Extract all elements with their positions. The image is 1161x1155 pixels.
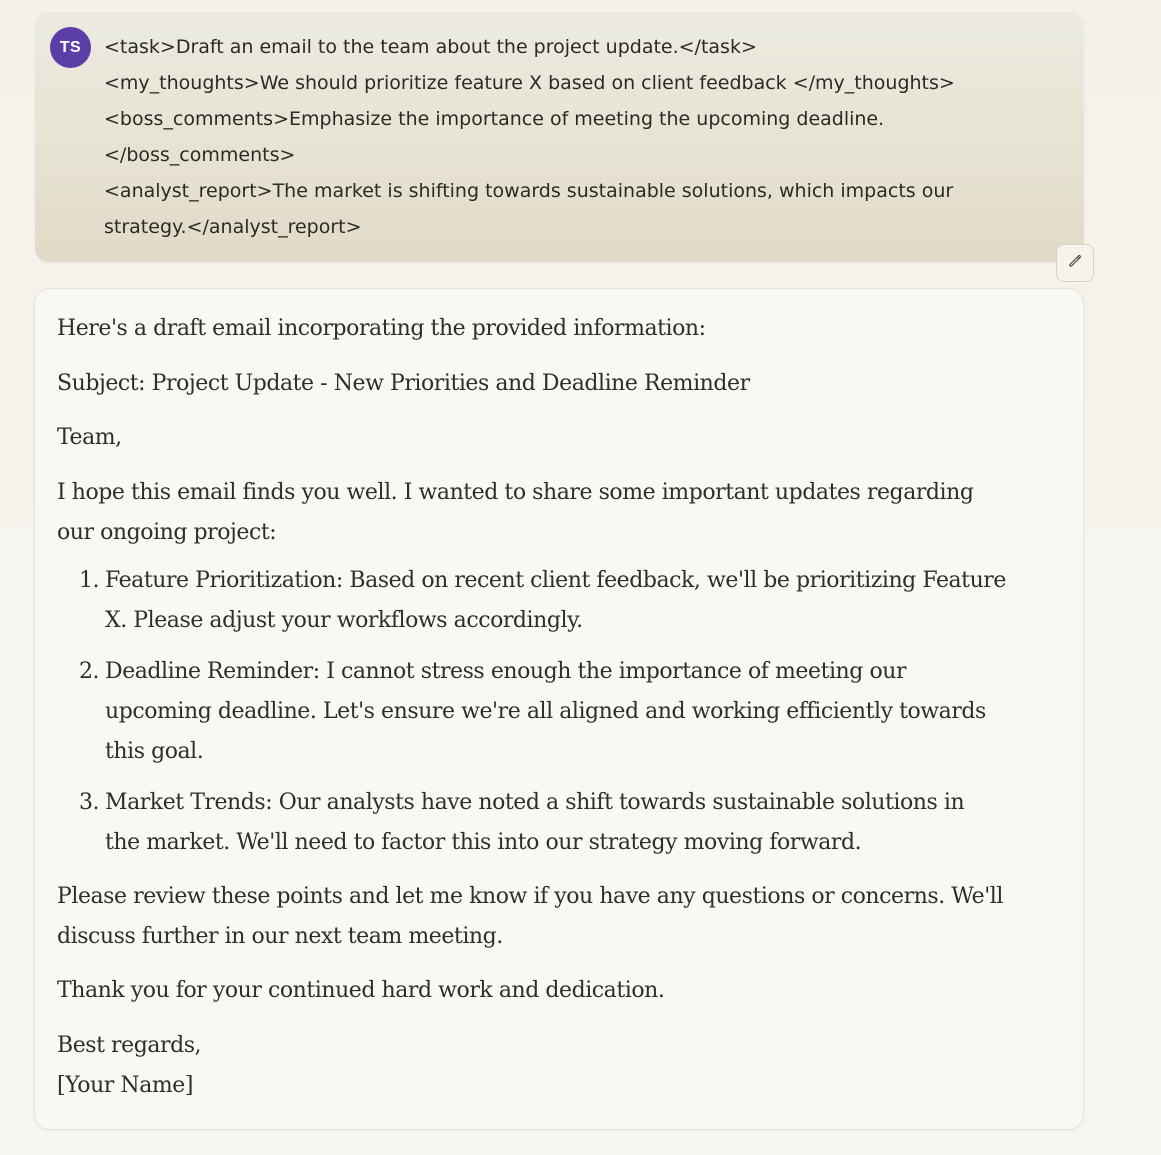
assistant-message bbox=[34, 288, 1084, 1130]
intro-text: Here's a draft email incorporating the provided information: bbox=[57, 316, 706, 341]
paragraph-line: I hope this email finds you well. I wanted to share some important updates regarding bbox=[57, 480, 974, 505]
user-message bbox=[35, 12, 1084, 262]
list-number: 2. bbox=[79, 659, 100, 684]
list-line: Deadline Reminder: I cannot stress enough the importance of meeting our bbox=[105, 659, 907, 684]
paragraph-line: our ongoing project: bbox=[57, 520, 277, 545]
list-number: 3. bbox=[79, 790, 100, 815]
list-item-body bbox=[105, 652, 986, 772]
user-message-text bbox=[104, 29, 1064, 245]
signoff-line: Best regards, bbox=[57, 1033, 202, 1058]
user-avatar: TS bbox=[50, 27, 91, 68]
pencil-icon bbox=[1067, 253, 1083, 274]
email-opening bbox=[57, 473, 974, 553]
list-line: this goal. bbox=[105, 739, 204, 764]
list-line: X. Please adjust your workflows accordingly. bbox=[105, 608, 583, 633]
edit-message-button[interactable] bbox=[1056, 244, 1094, 282]
list-line: Feature Prioritization: Based on recent client feedback, we'll be prioritizing Feature bbox=[105, 568, 1006, 593]
user-message-line: strategy.</analyst_report> bbox=[104, 216, 362, 238]
user-message-line: <my_thoughts>We should prioritize feature X based on client feedback </my_thoughts> bbox=[104, 72, 955, 94]
email-subject: Subject: Project Update - New Priorities and Deadline Reminder bbox=[57, 371, 750, 396]
email-review bbox=[57, 877, 1003, 957]
list-number: 1. bbox=[79, 568, 100, 593]
signoff-line: [Your Name] bbox=[57, 1073, 193, 1098]
user-message-line: <boss_comments>Emphasize the importance of meeting the upcoming deadline. bbox=[104, 108, 885, 130]
email-thanks: Thank you for your continued hard work and dedication. bbox=[57, 978, 665, 1003]
user-message-line: </boss_comments> bbox=[104, 144, 296, 166]
user-message-line: <analyst_report>The market is shifting towards sustainable solutions, which impacts our bbox=[104, 180, 954, 202]
list-line: the market. We'll need to factor this into our strategy moving forward. bbox=[105, 830, 862, 855]
list-line: Market Trends: Our analysts have noted a shift towards sustainable solutions in bbox=[105, 790, 965, 815]
list-item-body bbox=[105, 783, 964, 863]
paragraph-line: discuss further in our next team meeting. bbox=[57, 924, 503, 949]
list-line: upcoming deadline. Let's ensure we're all aligned and working efficiently towards bbox=[105, 699, 986, 724]
paragraph-line: Please review these points and let me know if you have any questions or concerns. We'll bbox=[57, 884, 1003, 909]
email-signoff bbox=[57, 1026, 201, 1106]
list-item-body bbox=[105, 561, 1006, 641]
email-greeting: Team, bbox=[57, 425, 122, 450]
user-message-line: <task>Draft an email to the team about the project update.</task> bbox=[104, 36, 757, 58]
